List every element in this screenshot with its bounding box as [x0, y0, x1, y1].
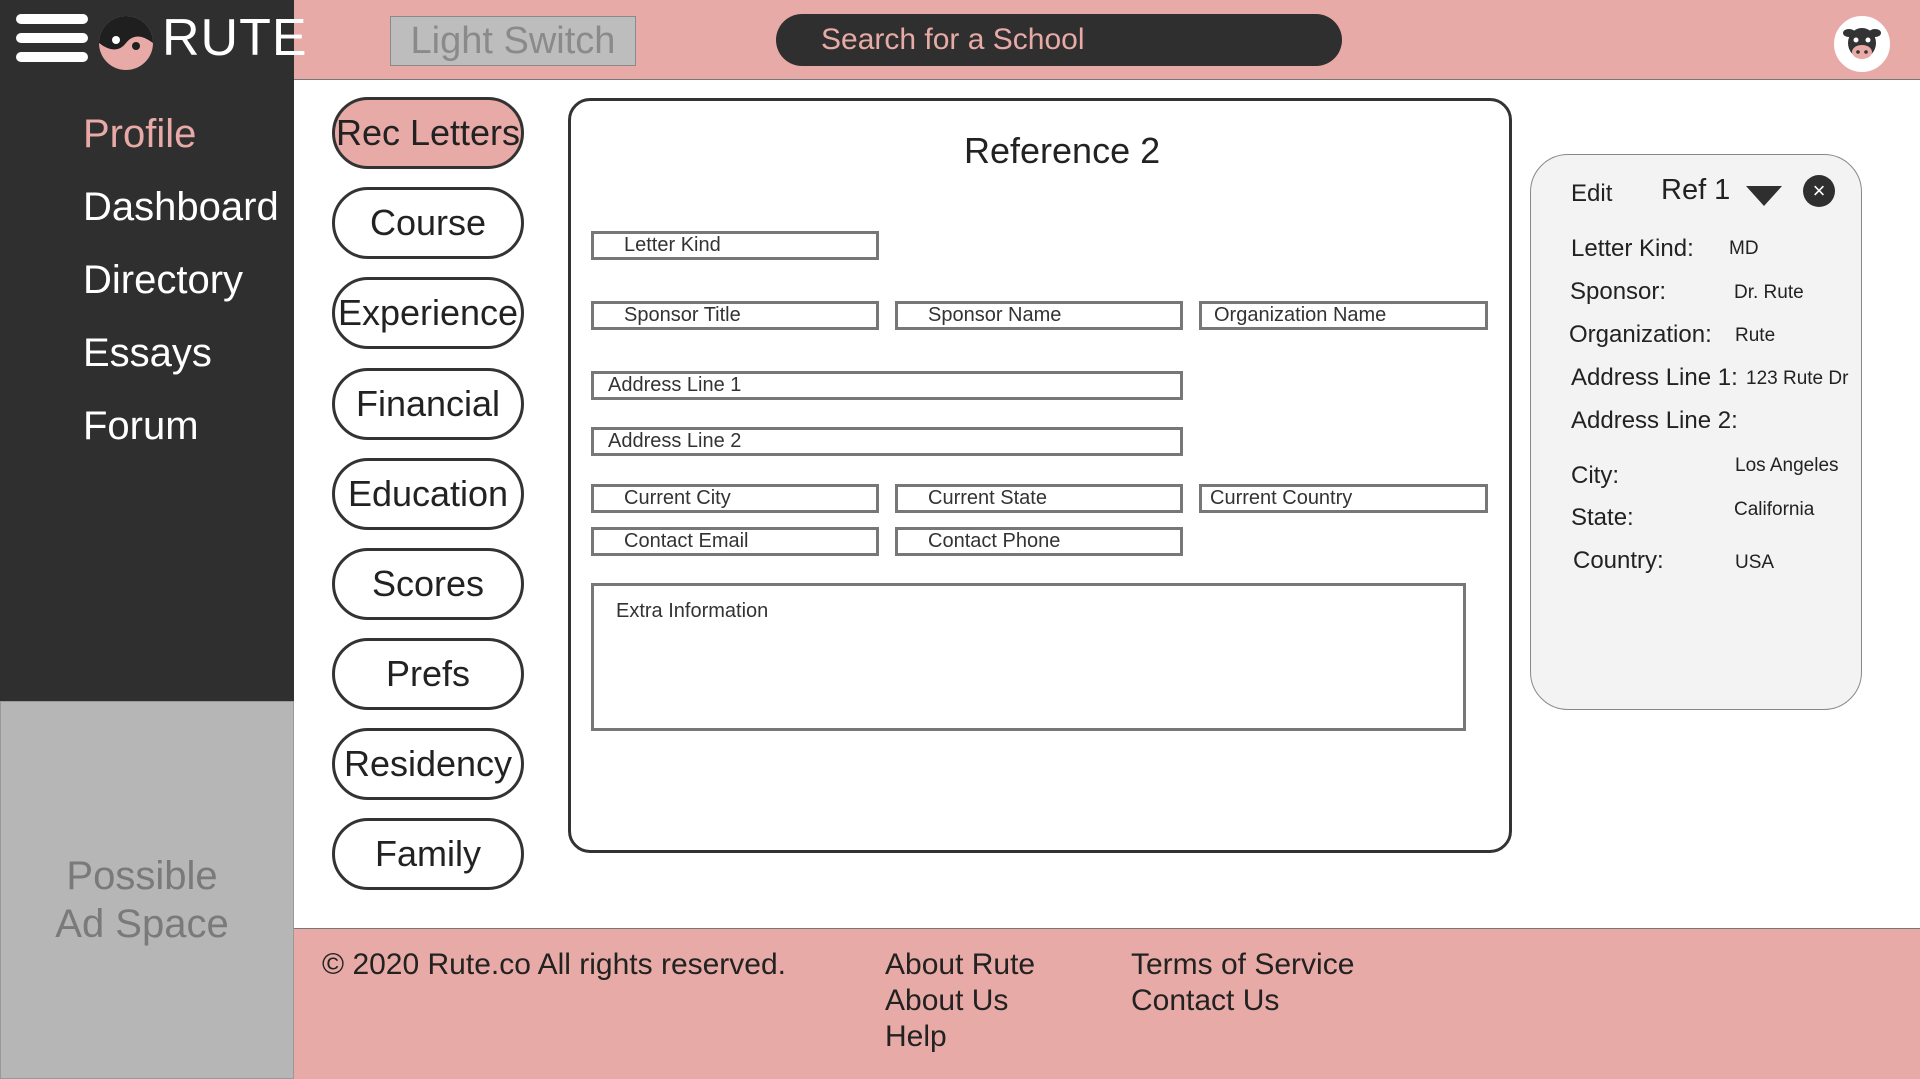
panel-value-country: USA [1735, 552, 1775, 573]
panel-value-address1: 123 Rute Dr [1746, 368, 1849, 389]
ad-space-text [1, 852, 283, 948]
user-avatar[interactable] [1834, 16, 1890, 72]
section-scores[interactable]: Scores [332, 548, 524, 620]
contact-email-field[interactable]: Contact Email [591, 527, 879, 556]
close-circle-icon[interactable]: × [1803, 175, 1835, 207]
footer-link-about-us[interactable]: About Us [885, 984, 1009, 1017]
hamburger-menu-icon[interactable] [16, 14, 88, 66]
section-prefs[interactable]: Prefs [332, 638, 524, 710]
address-line-1-field[interactable]: Address Line 1 [591, 371, 1183, 400]
sidebar-item-directory[interactable]: Directory [83, 258, 244, 302]
form-title: Reference 2 [964, 130, 1161, 171]
sidebar-item-profile[interactable]: Profile [83, 112, 197, 156]
contact-phone-field[interactable]: Contact Phone [895, 527, 1183, 556]
letter-kind-field[interactable]: Letter Kind [591, 231, 879, 260]
sidebar-item-dashboard[interactable]: Dashboard [83, 185, 279, 229]
section-course[interactable]: Course [332, 187, 524, 259]
edit-reference-button[interactable]: Edit [1571, 180, 1613, 207]
panel-label-country: Country: [1573, 547, 1664, 574]
ad-space-line1: Possible [66, 854, 218, 898]
brand-block [0, 0, 308, 84]
sponsor-title-field[interactable]: Sponsor Title [591, 301, 879, 330]
section-education[interactable]: Education [332, 458, 524, 530]
panel-value-organization: Rute [1735, 325, 1776, 346]
section-family[interactable]: Family [332, 818, 524, 890]
ad-space [0, 701, 294, 1079]
section-experience[interactable]: Experience [332, 277, 524, 349]
organization-name-field[interactable]: Organization Name [1199, 301, 1488, 330]
section-residency[interactable]: Residency [332, 728, 524, 800]
extra-information-field[interactable]: Extra Information [591, 583, 1466, 731]
current-country-field[interactable]: Current Country [1199, 484, 1488, 513]
brand-name[interactable]: RUTE [162, 9, 308, 67]
panel-value-sponsor: Dr. Rute [1734, 282, 1804, 303]
sponsor-name-field[interactable]: Sponsor Name [895, 301, 1183, 330]
panel-value-city: Los Angeles [1735, 455, 1839, 476]
rute-logo-icon [92, 14, 160, 72]
panel-label-sponsor: Sponsor: [1570, 278, 1667, 305]
panel-label-organization: Organization: [1569, 321, 1712, 348]
current-state-field[interactable]: Current State [895, 484, 1183, 513]
reference-form-card [568, 98, 1512, 853]
footer-link-contact-us[interactable]: Contact Us [1131, 984, 1280, 1017]
school-search-input[interactable]: Search for a School [776, 14, 1342, 66]
reference-select[interactable]: Ref 1 [1661, 174, 1731, 206]
panel-label-address2: Address Line 2: [1571, 407, 1738, 434]
panel-label-state: State: [1571, 504, 1634, 531]
light-switch-button[interactable]: Light Switch [390, 16, 636, 66]
address-line-2-field[interactable]: Address Line 2 [591, 427, 1183, 456]
sidebar-item-essays[interactable]: Essays [83, 331, 212, 375]
footer-link-terms[interactable]: Terms of Service [1131, 948, 1355, 981]
section-financial[interactable]: Financial [332, 368, 524, 440]
panel-value-state: California [1734, 499, 1815, 520]
panel-label-city: City: [1571, 462, 1619, 489]
sidebar-nav [0, 84, 294, 701]
section-rec-letters[interactable]: Rec Letters [332, 97, 524, 169]
panel-label-address1: Address Line 1: [1571, 364, 1738, 391]
current-city-field[interactable]: Current City [591, 484, 879, 513]
ad-space-line2: Ad Space [55, 902, 229, 946]
footer-link-help[interactable]: Help [885, 1020, 947, 1053]
caret-down-icon[interactable] [1746, 186, 1782, 206]
cow-avatar-icon [1837, 19, 1887, 69]
footer-link-about-rute[interactable]: About Rute [885, 948, 1036, 981]
sidebar-item-forum[interactable]: Forum [83, 404, 199, 448]
panel-label-letter-kind: Letter Kind: [1571, 235, 1694, 262]
panel-value-letter-kind: MD [1729, 238, 1759, 259]
footer-copyright: © 2020 Rute.co All rights reserved. [322, 948, 787, 981]
